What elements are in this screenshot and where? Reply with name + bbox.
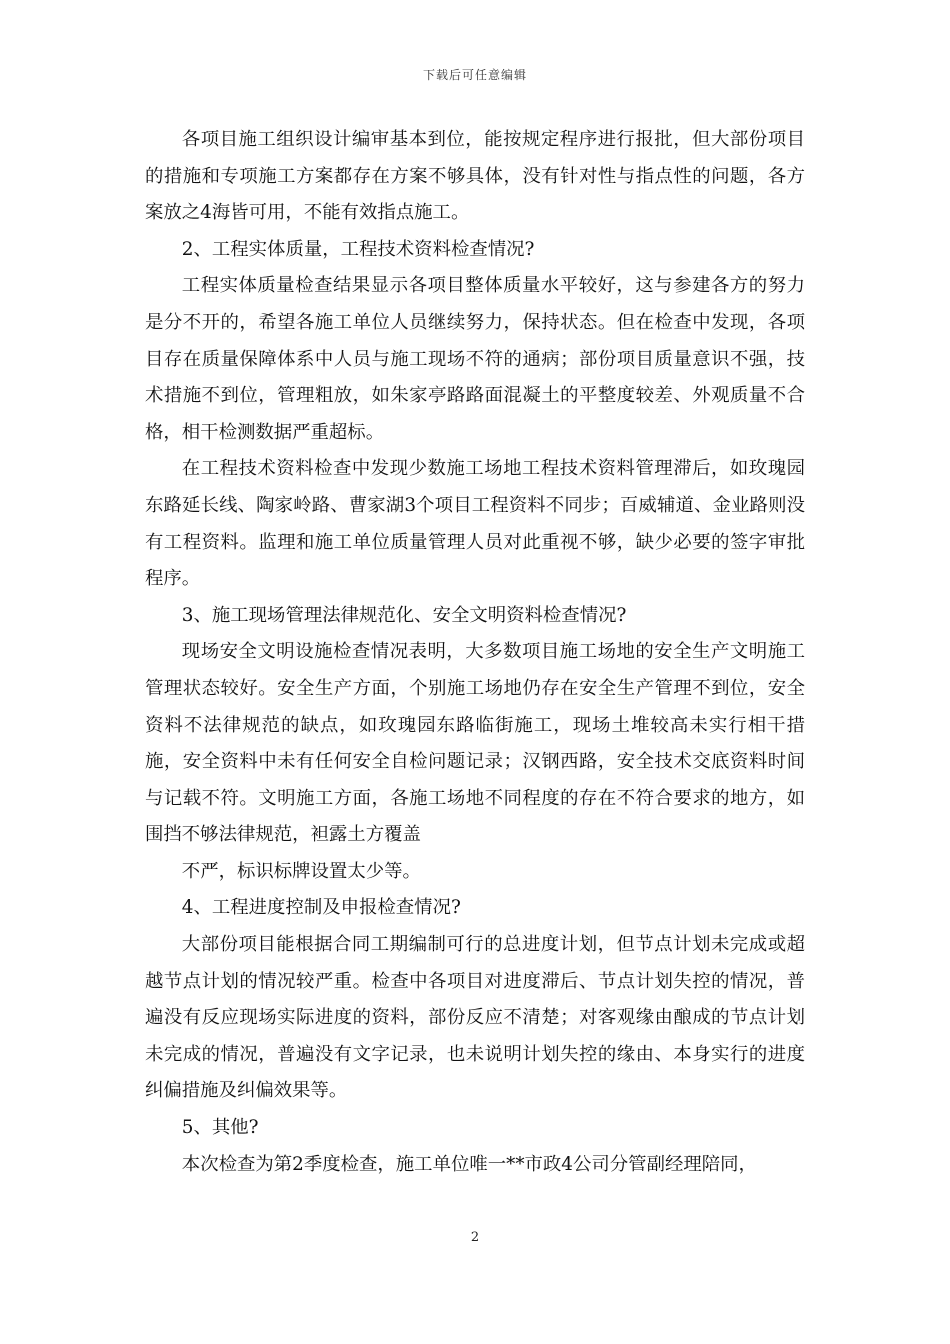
paragraph-other: 本次检查为第2季度检查，施工单位唯一**市政4公司分管副经理陪同， [181,1153,757,1175]
paragraph-site-safety: 现场安全文明设施检查情况表明，大多数项目施工场地的安全生产文明施工管理状态较好。安全生产方面，个别施工场地仍存在安全生产管理不到位，安全资料不法律规范的缺点，如玫瑰园东路临街施工，现场土堆较高未实行相干措施，安全资料中未有任何安全自检问题记录；汉钢西路，安全技术交底资料时间与记载不符。文明施工方面，各施工场地不同程度的存在不符合要求的地方，如围挡不够法律规范，袒露土方覆盖 [145,641,805,846]
document-body [145,122,805,1183]
paragraph-design-review: 各项目施工组织设计编审基本到位，能按规定程序进行报批，但大部份项目的措施和专项施工方案都存在方案不够具体，没有针对性与指点性的问题，各方案放之4海皆可用，不能有效指点施工。 [145,129,805,224]
paragraph-site-safety-cont: 不严，标识标牌设置太少等。 [181,860,421,882]
page-header: 下载后可任意编辑 [422,68,527,82]
page-number: 2 [470,1230,480,1245]
heading-other: 5、其他? [181,1117,259,1139]
heading-progress-control: 4、工程进度控制及申报检查情况? [181,897,461,919]
heading-site-management: 3、施工现场管理法律规范化、安全文明资料检查情况? [181,604,627,626]
heading-quality-check: 2、工程实体质量，工程技术资料检查情况? [181,238,535,260]
paragraph-quality-results: 工程实体质量检查结果显示各项目整体质量水平较好，这与参建各方的努力是分不开的，希望各施工单位人员继续努力，保持状态。但在检查中发现，各项目存在质量保障体系中人员与施工现场不符的通病；部份项目质量意识不强，技术措施不到位，管理粗放，如朱家亭路路面混凝土的平整度较差、外观质量不合格，相干检测数据严重超标。 [145,275,805,443]
paragraph-technical-docs: 在工程技术资料检查中发现少数施工场地工程技术资料管理滞后，如玫瑰园东路延长线、陶家岭路、曹家湖3个项目工程资料不同步；百威辅道、金业路则没有工程资料。监理和施工单位质量管理人员对此重视不够，缺少必要的签字审批程序。 [145,458,805,590]
paragraph-progress-control: 大部份项目能根据合同工期编制可行的总进度计划，但节点计划未完成或超越节点计划的情况较严重。检查中各项目对进度滞后、节点计划失控的情况，普遍没有反应现场实际进度的资料，部份反应不清楚；对客观缘由酿成的节点计划未完成的情况，普遍没有文字记录，也未说明计划失控的缘由、本身实行的进度纠偏措施及纠偏效果等。 [145,934,805,1102]
